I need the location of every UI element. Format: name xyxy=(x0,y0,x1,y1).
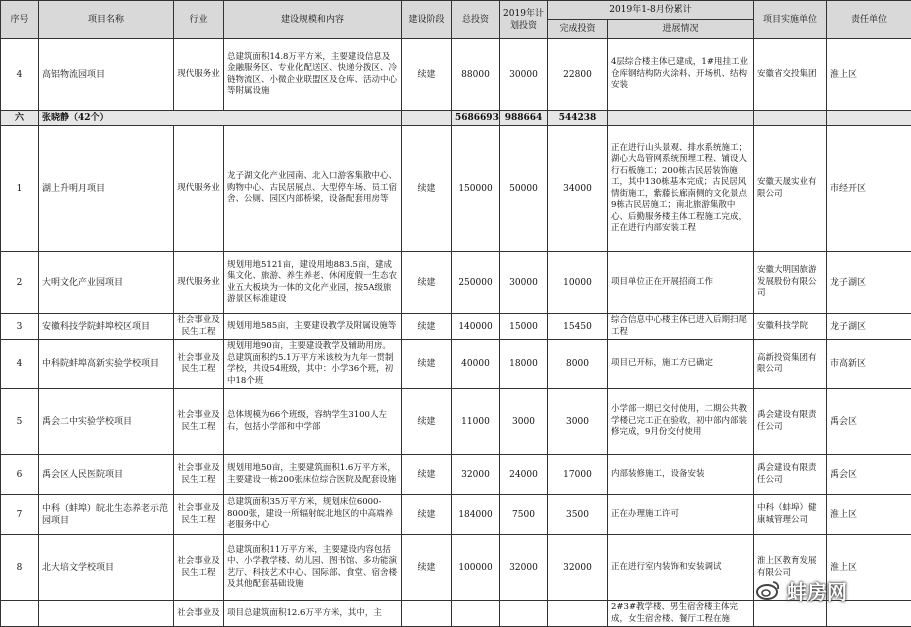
cell-plan: 15000 xyxy=(500,314,548,340)
cell-stage: 续建 xyxy=(402,126,452,252)
cell-resp: 淮上区 xyxy=(827,535,911,601)
cell-scale: 总体规模为66个班级，容纳学生3100人左右，包括小学部和中学部 xyxy=(224,389,402,455)
cell-stage: 续建 xyxy=(402,389,452,455)
cell-industry: 社会事业及民生工程 xyxy=(174,340,224,389)
cell-industry: 现代服务业 xyxy=(174,126,224,252)
cell-seq: 6 xyxy=(1,455,39,495)
weibo-logo-icon xyxy=(755,579,781,601)
cell-status: 内部装修施工，设备安装 xyxy=(608,455,754,495)
cell-status: 小学部一期已交付使用，二期公共教学楼已完工正在验收，初中部内部装修完成，9月份交付使用 xyxy=(608,389,754,455)
cell-plan: 30000 xyxy=(500,39,548,111)
cell-status: 正在进行山头景观、排水系统施工；湖心大岛管网系统预埋工程、铺设人行石板施工；200栋古民居装饰施工，其中130栋基本完成；古民居风情街施工，紫藤长廊南侧的文化景点9栋古民居施工；南北旅游集散中心、后勤服务楼主体工程施工完成，正在进行内部安装工程 xyxy=(608,126,754,252)
cell-industry: 社会事业及民生工程 xyxy=(174,389,224,455)
cell-resp: 龙子湖区 xyxy=(827,314,911,340)
cell-stage: 续建 xyxy=(402,535,452,601)
cell-unit: 禹会建设有限责任公司 xyxy=(754,389,827,455)
header-seq: 序号 xyxy=(1,1,39,39)
cell-status: 正在进行室内装饰和安装调试 xyxy=(608,535,754,601)
table-row xyxy=(1,252,911,314)
cell-plan: 3000 xyxy=(500,389,548,455)
cell-scale: 项目总建筑面积12.6万平方米，其中，主 xyxy=(224,601,402,627)
cell-stage: 续建 xyxy=(402,314,452,340)
cell-status: 2#3#教学楼、男生宿舍楼主体完成，女生宿舍楼、餐厅工程在施 xyxy=(608,601,754,627)
cell-done: 32000 xyxy=(548,535,608,601)
cell-scale: 总建筑面积14.8万平方米，主要建设信息及金融服务区、专业化配送区、快递分拨区、冷链物流区、小微企业联盟区及仓库、活动中心等附属设施 xyxy=(224,39,402,111)
cell-status xyxy=(608,111,754,126)
cell-industry: 现代服务业 xyxy=(174,39,224,111)
cell-seq: 3 xyxy=(1,314,39,340)
watermark-text: 蚌房网 xyxy=(787,576,847,605)
cell-name xyxy=(39,601,174,627)
cell-stage: 续建 xyxy=(402,39,452,111)
cell-resp: 淮上区 xyxy=(827,495,911,535)
header-stage: 建设阶段 xyxy=(402,1,452,39)
cell-done: 17000 xyxy=(548,455,608,495)
cell-name: 高铝物流园项目 xyxy=(39,39,174,111)
table-row xyxy=(1,39,911,111)
cell-resp: 市高新区 xyxy=(827,340,911,389)
cell-name: 中科（蚌埠）皖北生态养老示范园项目 xyxy=(39,495,174,535)
cell-resp: 龙子湖区 xyxy=(827,252,911,314)
cell-stage: 续建 xyxy=(402,252,452,314)
cell-done xyxy=(548,601,608,627)
table-row xyxy=(1,455,911,495)
cell-industry: 社会事业及民生工程 xyxy=(174,455,224,495)
cell-seq: 2 xyxy=(1,252,39,314)
header-row xyxy=(1,1,911,20)
cell-unit: 禹会建设有限责任公司 xyxy=(754,455,827,495)
cell-unit: 安徽天晟实业有限公司 xyxy=(754,126,827,252)
cell-total: 100000 xyxy=(452,535,500,601)
cell-unit: 中科（蚌埠）健康城管理公司 xyxy=(754,495,827,535)
header-industry: 行业 xyxy=(174,1,224,39)
cell-name: 张晓静（42个） xyxy=(39,111,402,126)
cell-total: 140000 xyxy=(452,314,500,340)
cell-name: 湖上升明月项目 xyxy=(39,126,174,252)
cell-plan xyxy=(500,601,548,627)
cell-total: 11000 xyxy=(452,389,500,455)
cell-industry: 现代服务业 xyxy=(174,252,224,314)
cell-seq: 7 xyxy=(1,495,39,535)
cell-seq: 4 xyxy=(1,340,39,389)
cell-scale: 龙子湖文化产业园南、北入口游客集散中心、购物中心、古民居展点、大型停车场、员工宿舍、公厕、园区内部桥梁，设备配套用房等 xyxy=(224,126,402,252)
cell-seq: 8 xyxy=(1,535,39,601)
cell-done: 34000 xyxy=(548,126,608,252)
cell-status: 正在办理施工许可 xyxy=(608,495,754,535)
header-plan: 2019年计划投资 xyxy=(500,1,548,39)
header-progress-group: 2019年1-8月份累计 xyxy=(548,1,754,20)
cell-done: 15450 xyxy=(548,314,608,340)
cell-name: 禹会二中实验学校项目 xyxy=(39,389,174,455)
table-row xyxy=(1,314,911,340)
cell-scale: 总建筑面积35万平方米，规划床位6000-8000张，建设一所辐射皖北地区的中高端养老服务中心 xyxy=(224,495,402,535)
cell-name: 北大培文学校项目 xyxy=(39,535,174,601)
cell-status: 项目已开标，施工方已确定 xyxy=(608,340,754,389)
cell-done: 544238 xyxy=(548,111,608,126)
table-row xyxy=(1,340,911,389)
cell-resp: 市经开区 xyxy=(827,126,911,252)
cell-resp: 禹会区 xyxy=(827,389,911,455)
cell-total: 5686693 xyxy=(452,111,500,126)
header-name: 项目名称 xyxy=(39,1,174,39)
watermark xyxy=(755,577,905,603)
cell-total: 40000 xyxy=(452,340,500,389)
cell-scale: 规划用地90亩，主要建设教学及辅助用房。总建筑面积约5.1万平方米该校为九年一贯制学校，共设54班级，其中：小学36个班，初中18个班 xyxy=(224,340,402,389)
cell-plan: 7500 xyxy=(500,495,548,535)
cell-unit: 安徽科技学院 xyxy=(754,314,827,340)
cell-total: 250000 xyxy=(452,252,500,314)
table-row xyxy=(1,495,911,535)
cell-seq: 4 xyxy=(1,39,39,111)
cell-done: 10000 xyxy=(548,252,608,314)
cell-name: 禹会区人民医院项目 xyxy=(39,455,174,495)
cell-status: 4层综合楼主体已建成，1#甩挂工业仓库钢结构防火涂料、开场机、结构安装 xyxy=(608,39,754,111)
table-row xyxy=(1,601,911,627)
cell-resp xyxy=(827,111,911,126)
cell-seq xyxy=(1,601,39,627)
cell-scale: 规划用地50亩，主要建筑面积1.6万平方米，主要建设一栋200张床位综合医院及配套设施 xyxy=(224,455,402,495)
cell-done: 3000 xyxy=(548,389,608,455)
cell-unit: 安徽省交投集团 xyxy=(754,39,827,111)
cell-name: 安徽科技学院蚌埠校区项目 xyxy=(39,314,174,340)
cell-total: 32000 xyxy=(452,455,500,495)
cell-seq: 六 xyxy=(1,111,39,126)
cell-plan: 18000 xyxy=(500,340,548,389)
cell-seq: 1 xyxy=(1,126,39,252)
cell-industry: 社会事业及民生工程 xyxy=(174,535,224,601)
cell-unit: 安徽大明国旅游发展股份有限公司 xyxy=(754,252,827,314)
cell-industry: 社会事业及民生工程 xyxy=(174,314,224,340)
cell-name: 中科院蚌埠高新实验学校项目 xyxy=(39,340,174,389)
group-row xyxy=(1,111,911,126)
cell-total: 184000 xyxy=(452,495,500,535)
header-scale: 建设规模和内容 xyxy=(224,1,402,39)
cell-industry: 社会事业及 xyxy=(174,601,224,627)
cell-scale: 规划用地585亩，主要建设教学及附属设施等 xyxy=(224,314,402,340)
header-status: 进展情况 xyxy=(608,20,754,39)
cell-plan: 32000 xyxy=(500,535,548,601)
table-body xyxy=(1,39,911,627)
cell-industry: 社会事业及民生工程 xyxy=(174,495,224,535)
cell-done: 8000 xyxy=(548,340,608,389)
header-done: 完成投资 xyxy=(548,20,608,39)
cell-scale: 总建筑面积11万平方米，主要建设内容包括中、小学教学楼、幼儿园、图书馆、多功能演艺厅、科技艺术中心、国际部、食堂、宿舍楼及其他配套基础设施 xyxy=(224,535,402,601)
cell-plan: 988664 xyxy=(500,111,548,126)
cell-stage xyxy=(402,601,452,627)
cell-resp: 禹会区 xyxy=(827,455,911,495)
cell-total: 88000 xyxy=(452,39,500,111)
cell-status: 综合信息中心楼主体已进入后期扫尾工程 xyxy=(608,314,754,340)
cell-unit xyxy=(754,111,827,126)
cell-stage: 续建 xyxy=(402,340,452,389)
cell-stage xyxy=(402,111,452,126)
cell-plan: 30000 xyxy=(500,252,548,314)
table-row xyxy=(1,126,911,252)
cell-status: 项目单位正在开展招商工作 xyxy=(608,252,754,314)
cell-scale: 规划用地5121亩，建设用地883.5亩，建成集文化、旅游、养生养老、休闲度假一生态农业五大板块为一体的文化产业园，按5A级旅游景区标准建设 xyxy=(224,252,402,314)
cell-seq: 5 xyxy=(1,389,39,455)
cell-resp: 淮上区 xyxy=(827,39,911,111)
cell-done: 3500 xyxy=(548,495,608,535)
cell-stage: 续建 xyxy=(402,455,452,495)
cell-unit: 淮上区教育发展有限公司 xyxy=(754,535,827,601)
cell-done: 22800 xyxy=(548,39,608,111)
table-row xyxy=(1,389,911,455)
cell-total xyxy=(452,601,500,627)
cell-total: 150000 xyxy=(452,126,500,252)
header-resp: 责任单位 xyxy=(827,1,911,39)
cell-unit: 高新投资集团有限公司 xyxy=(754,340,827,389)
cell-plan: 50000 xyxy=(500,126,548,252)
cell-name: 大明文化产业园项目 xyxy=(39,252,174,314)
header-unit: 项目实施单位 xyxy=(754,1,827,39)
cell-plan: 24000 xyxy=(500,455,548,495)
cell-stage: 续建 xyxy=(402,495,452,535)
header-total: 总投资 xyxy=(452,1,500,39)
